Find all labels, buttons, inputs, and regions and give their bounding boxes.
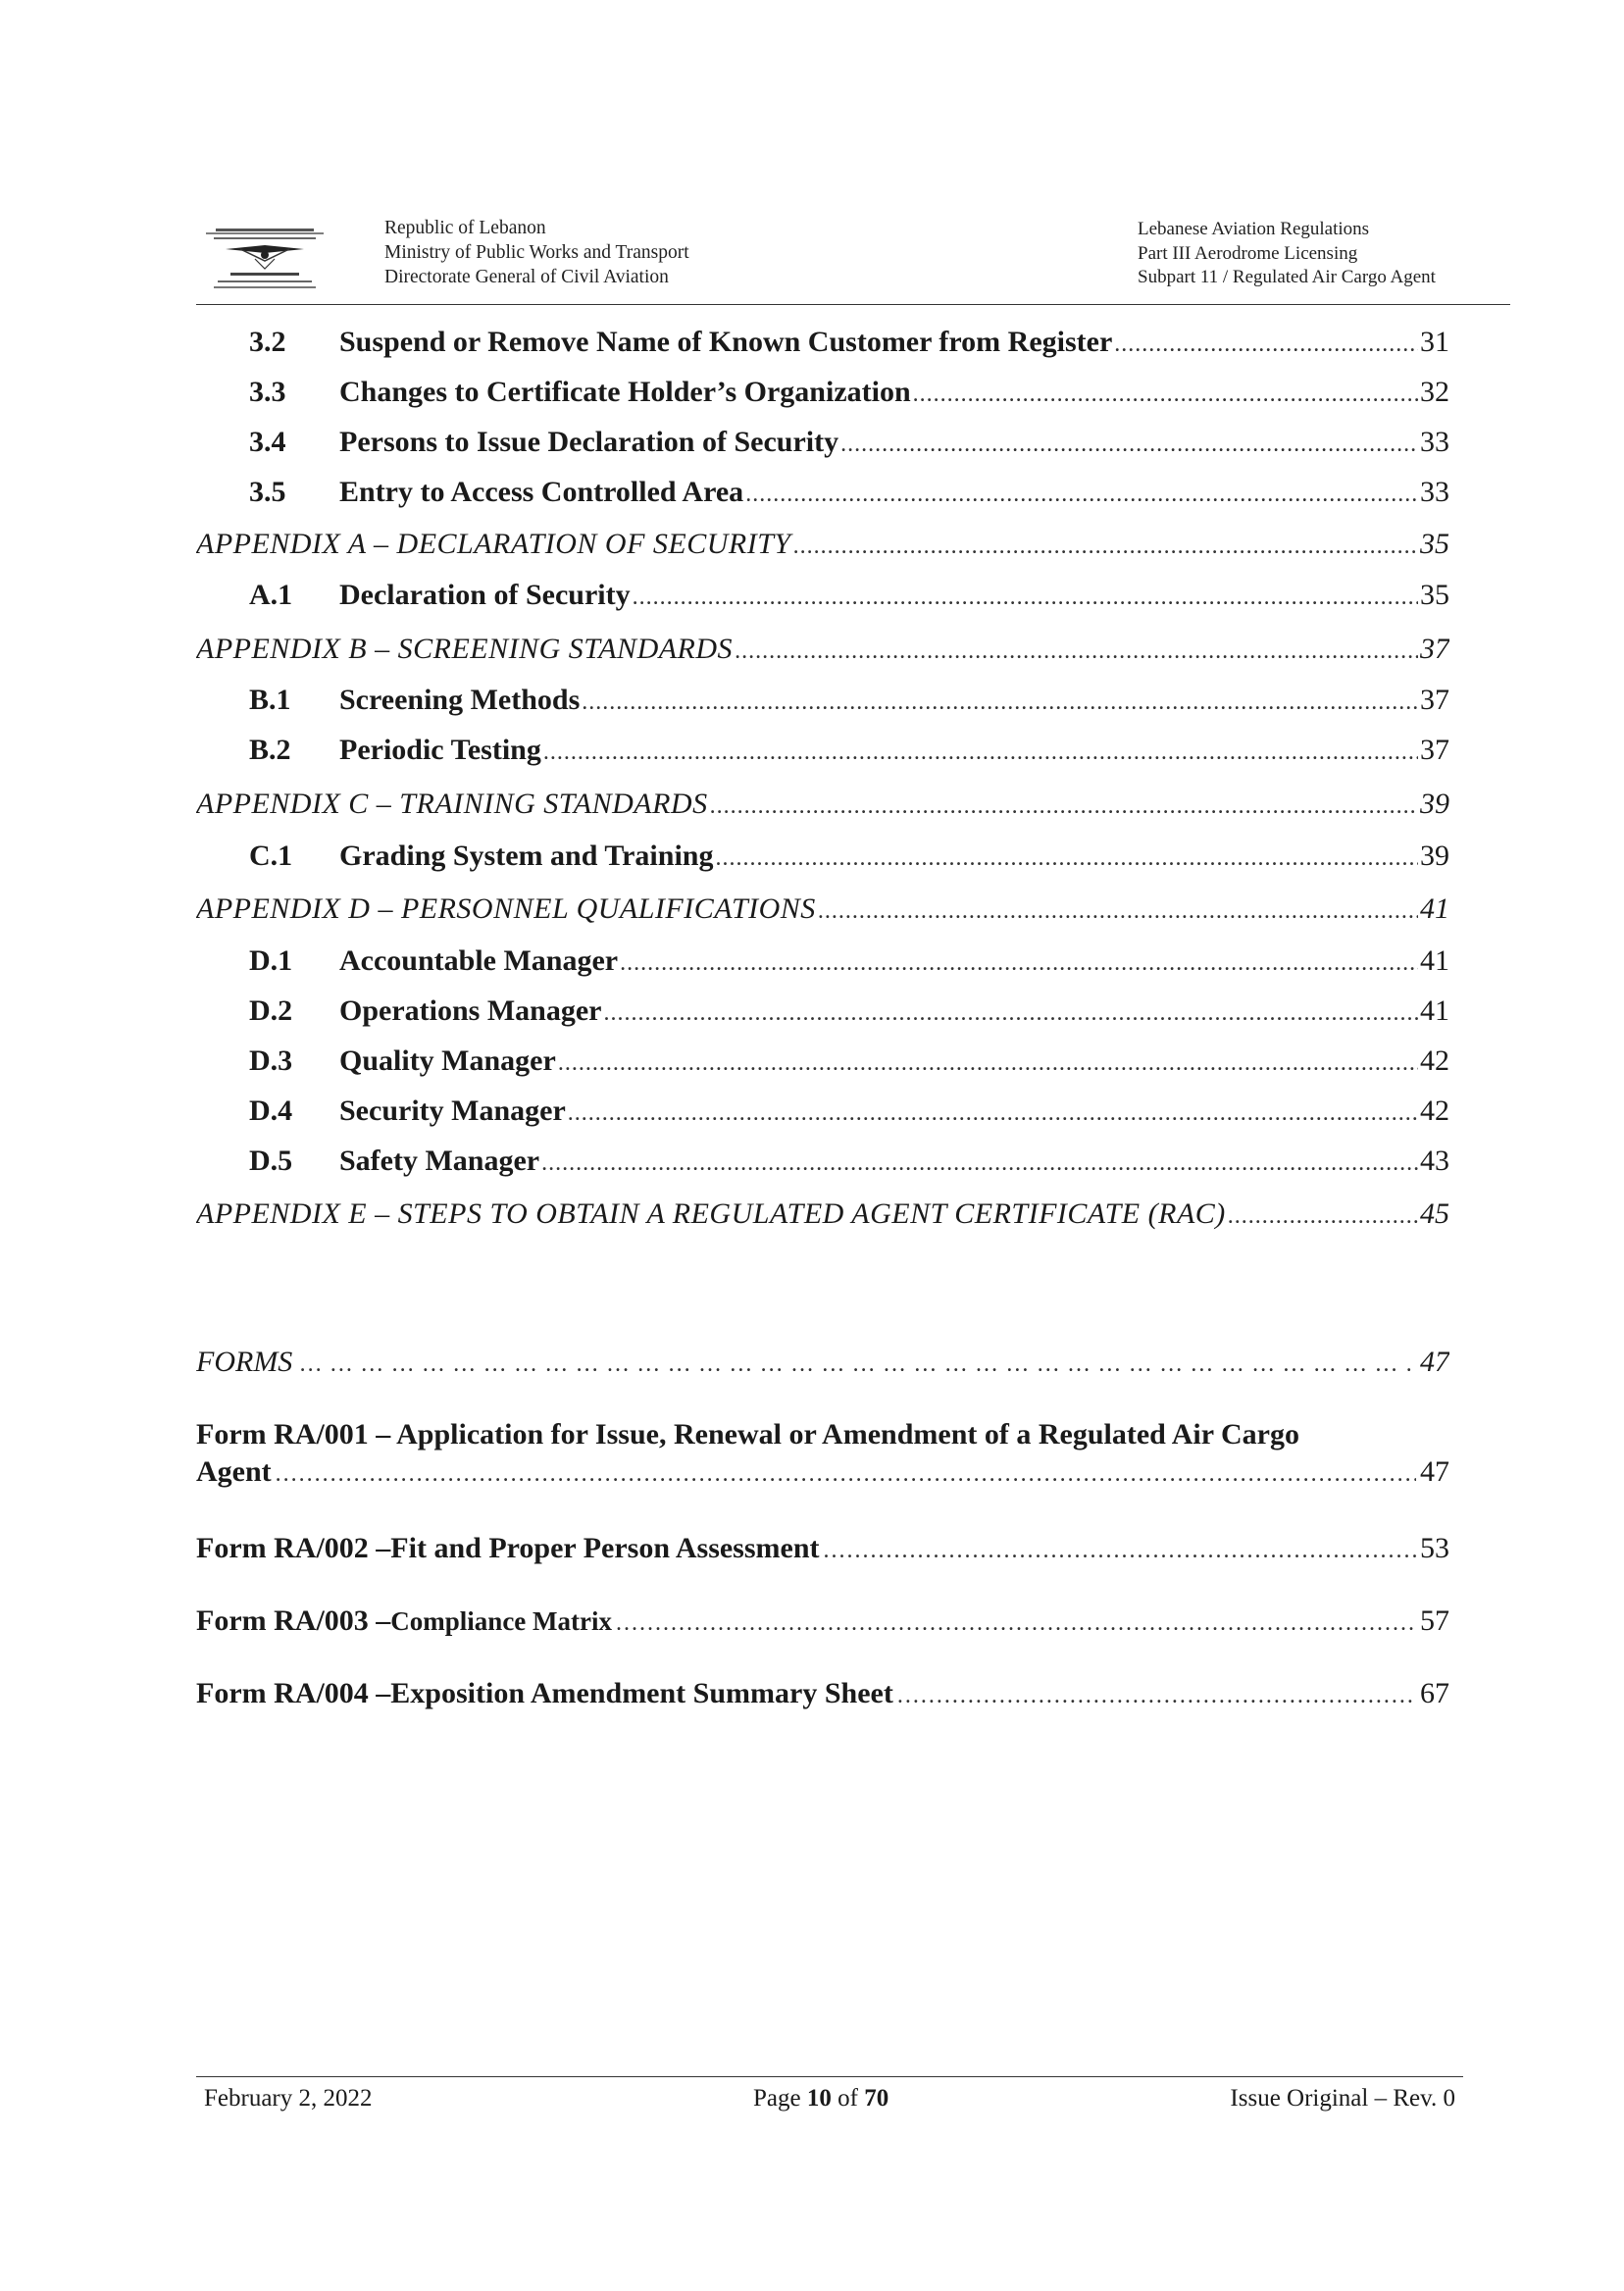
toc-section-number-text: 3.3	[249, 376, 286, 408]
form-ra003-title: Compliance Matrix	[390, 1606, 612, 1636]
leader-dots	[840, 432, 1418, 458]
form-ra001-title-cont: Agent	[196, 1455, 272, 1488]
form-ra004-title: Exposition Amendment Summary Sheet	[390, 1677, 893, 1709]
form-ra002-code: Form RA/002 –	[196, 1532, 391, 1564]
toc-section-number-text: D.2	[249, 994, 293, 1027]
form-ra004-page: 67	[1420, 1677, 1449, 1709]
toc-entry-page: 35	[1420, 528, 1449, 560]
toc-section-entry[interactable]	[196, 376, 1449, 409]
form-ra003-page: 57	[1420, 1604, 1449, 1637]
footer-page-number	[753, 2085, 888, 2113]
toc-entry-label: Security Manager	[339, 1095, 566, 1127]
toc-section-number	[196, 944, 318, 978]
leader-dots	[616, 1610, 1416, 1637]
toc-section-entry[interactable]	[196, 1044, 1449, 1078]
footer-issue: Issue Original – Rev. 0	[1230, 2085, 1455, 2112]
toc-appendix-entry[interactable]	[196, 892, 1449, 926]
footer-current-page: 10	[806, 2085, 832, 2112]
toc-section-number	[196, 426, 318, 459]
toc-section-number-text: C.1	[249, 840, 293, 872]
toc-entry-label: APPENDIX E – STEPS TO OBTAIN A REGULATED AGENT CERTIFICATE (RAC)	[196, 1197, 1226, 1230]
toc-appendix-entry[interactable]	[196, 1197, 1449, 1231]
header-right-block	[1138, 218, 1483, 290]
header-country: Republic of Lebanon	[384, 218, 546, 238]
toc-section-number-text: 3.4	[249, 426, 286, 458]
toc-section-number-text: D.5	[249, 1145, 293, 1177]
toc-section-number	[196, 326, 318, 359]
toc-entry-page: 41	[1420, 944, 1449, 977]
toc-entry-label: Periodic Testing	[339, 734, 541, 766]
toc-entry-page: 37	[1420, 734, 1449, 766]
toc-appendix-entry[interactable]	[196, 633, 1449, 666]
toc-section-entry[interactable]	[196, 579, 1449, 612]
toc-entry-page: 42	[1420, 1044, 1449, 1077]
toc-section-entry[interactable]	[196, 944, 1449, 978]
toc-entry-page: 39	[1420, 840, 1449, 872]
toc-section-number-text: D.3	[249, 1044, 293, 1077]
form-ra001-page: 47	[1420, 1455, 1449, 1488]
toc-section-number-text: A.1	[249, 579, 293, 611]
leader-dots	[710, 793, 1418, 820]
footer-total-pages: 70	[864, 2085, 889, 2112]
toc-entry-page: 43	[1420, 1145, 1449, 1177]
form-ra004-code: Form RA/004 –	[196, 1677, 391, 1709]
toc-section-number	[196, 840, 318, 873]
footer-date: February 2, 2022	[204, 2085, 373, 2112]
toc-section-entry[interactable]	[196, 1095, 1449, 1128]
toc-section-number-text: D.1	[249, 944, 293, 977]
toc-section-number-text: 3.2	[249, 326, 286, 358]
leader-dots	[276, 1455, 1416, 1493]
toc-entry-label: Operations Manager	[339, 994, 602, 1027]
toc-entry-label: Persons to Issue Declaration of Security	[339, 426, 839, 458]
toc-forms-heading[interactable]	[196, 1346, 1449, 1379]
leader-dots	[582, 689, 1418, 716]
toc-entry-label: Entry to Access Controlled Area	[339, 476, 744, 508]
toc-entry-page: 42	[1420, 1095, 1449, 1127]
forms-heading-label: FORMS	[196, 1346, 293, 1378]
toc-section-number-text: B.2	[249, 734, 291, 766]
footer-page-prefix: Page	[753, 2085, 807, 2112]
toc-entry-label: Grading System and Training	[339, 840, 714, 872]
toc-section-number-text: D.4	[249, 1095, 293, 1127]
header-left-block	[384, 216, 689, 289]
toc-section-number	[196, 1095, 318, 1128]
toc-entry-label: Declaration of Security	[339, 579, 631, 611]
leader-dots	[735, 638, 1418, 665]
leader-dots	[913, 382, 1418, 408]
forms-heading-page: 47	[1420, 1346, 1449, 1378]
toc-entry-page: 39	[1420, 788, 1449, 820]
leader-dots	[897, 1683, 1416, 1709]
toc-entry-page: 41	[1420, 892, 1449, 925]
toc-section-number	[196, 994, 318, 1028]
leader-dots	[603, 1000, 1418, 1027]
toc-entry-label: APPENDIX C – TRAINING STANDARDS	[196, 788, 708, 820]
toc-section-number	[196, 1044, 318, 1078]
leader-dots	[1114, 331, 1418, 358]
toc-entry-page: 37	[1420, 633, 1449, 665]
toc-form-ra002[interactable]	[196, 1532, 1449, 1565]
dgca-logo	[196, 226, 333, 294]
leader-dots	[824, 1538, 1416, 1564]
footer-divider	[196, 2076, 1463, 2077]
form-ra002-page: 53	[1420, 1532, 1449, 1564]
toc-appendix-entry[interactable]	[196, 788, 1449, 821]
toc-section-entry[interactable]	[196, 994, 1449, 1028]
leader-dots	[558, 1050, 1418, 1077]
header-part: Part III Aerodrome Licensing	[1138, 242, 1358, 264]
toc-entry-page: 31	[1420, 326, 1449, 358]
toc-entry-page: 35	[1420, 579, 1449, 611]
leader-dots	[1228, 1203, 1418, 1230]
toc-entry-page: 33	[1420, 426, 1449, 458]
header-directorate: Directorate General of Civil Aviation	[384, 267, 669, 287]
toc-entry-label: Accountable Manager	[339, 944, 619, 977]
toc-entry-label: Changes to Certificate Holder’s Organization	[339, 376, 911, 408]
toc-entry-page: 33	[1420, 476, 1449, 508]
leader-dots	[745, 482, 1418, 508]
toc-entry-label: Quality Manager	[339, 1044, 556, 1077]
header-subpart: Subpart 11 / Regulated Air Cargo Agent	[1138, 267, 1436, 287]
form-ra003-code: Form RA/003 –	[196, 1604, 391, 1637]
toc-section-number-text: B.1	[249, 684, 291, 716]
toc-form-ra003[interactable]	[196, 1604, 1449, 1638]
toc-appendix-entry[interactable]	[196, 528, 1449, 561]
leader-dots	[715, 845, 1418, 872]
toc-section-number	[196, 376, 318, 409]
toc-section-number	[196, 684, 318, 717]
toc-section-entry[interactable]	[196, 734, 1449, 767]
leader-dots	[818, 898, 1418, 925]
toc-section-entry[interactable]	[196, 840, 1449, 873]
leader-dots	[543, 739, 1418, 766]
leader-dots	[793, 534, 1418, 560]
toc-section-number	[196, 1145, 318, 1178]
toc-entry-page: 41	[1420, 994, 1449, 1027]
leader-dots	[633, 585, 1418, 611]
toc-entry-label: APPENDIX D – PERSONNEL QUALIFICATIONS	[196, 892, 816, 925]
toc-section-entry[interactable]	[196, 476, 1449, 509]
toc-form-ra001[interactable]	[196, 1416, 1449, 1493]
header-regulations: Lebanese Aviation Regulations	[1138, 219, 1370, 239]
leader-dots	[300, 1351, 1412, 1378]
toc-entry-label: APPENDIX B – SCREENING STANDARDS	[196, 633, 734, 665]
leader-dots	[620, 950, 1418, 977]
toc-entry-page: 32	[1420, 376, 1449, 408]
toc-entry-page: 45	[1420, 1197, 1449, 1230]
toc-section-entry[interactable]	[196, 1145, 1449, 1178]
toc-section-entry[interactable]	[196, 684, 1449, 717]
leader-dots	[568, 1100, 1418, 1127]
header-ministry: Ministry of Public Works and Transport	[384, 242, 689, 263]
header-divider	[196, 304, 1510, 305]
toc-entry-label: Safety Manager	[339, 1145, 540, 1177]
form-ra002-title: Fit and Proper Person Assessment	[390, 1532, 820, 1564]
toc-entry-label: Suspend or Remove Name of Known Customer from Register	[339, 326, 1113, 358]
form-ra001-title: Form RA/001 – Application for Issue, Renewal or Amendment of a Regulated Air Cargo	[196, 1418, 1299, 1451]
toc-entry-label: Screening Methods	[339, 684, 581, 716]
page-header	[196, 204, 1483, 302]
toc-form-ra004[interactable]	[196, 1677, 1449, 1710]
toc-section-entry[interactable]	[196, 326, 1449, 359]
toc-section-number	[196, 476, 318, 509]
toc-section-number	[196, 734, 318, 767]
toc-entry-label: APPENDIX A – DECLARATION OF SECURITY	[196, 528, 791, 560]
toc-section-number-text: 3.5	[249, 476, 286, 508]
toc-entry-page: 37	[1420, 684, 1449, 716]
footer-page-of: of	[831, 2085, 865, 2112]
leader-dots	[541, 1150, 1418, 1177]
toc-section-number	[196, 579, 318, 612]
toc-section-entry[interactable]	[196, 426, 1449, 459]
